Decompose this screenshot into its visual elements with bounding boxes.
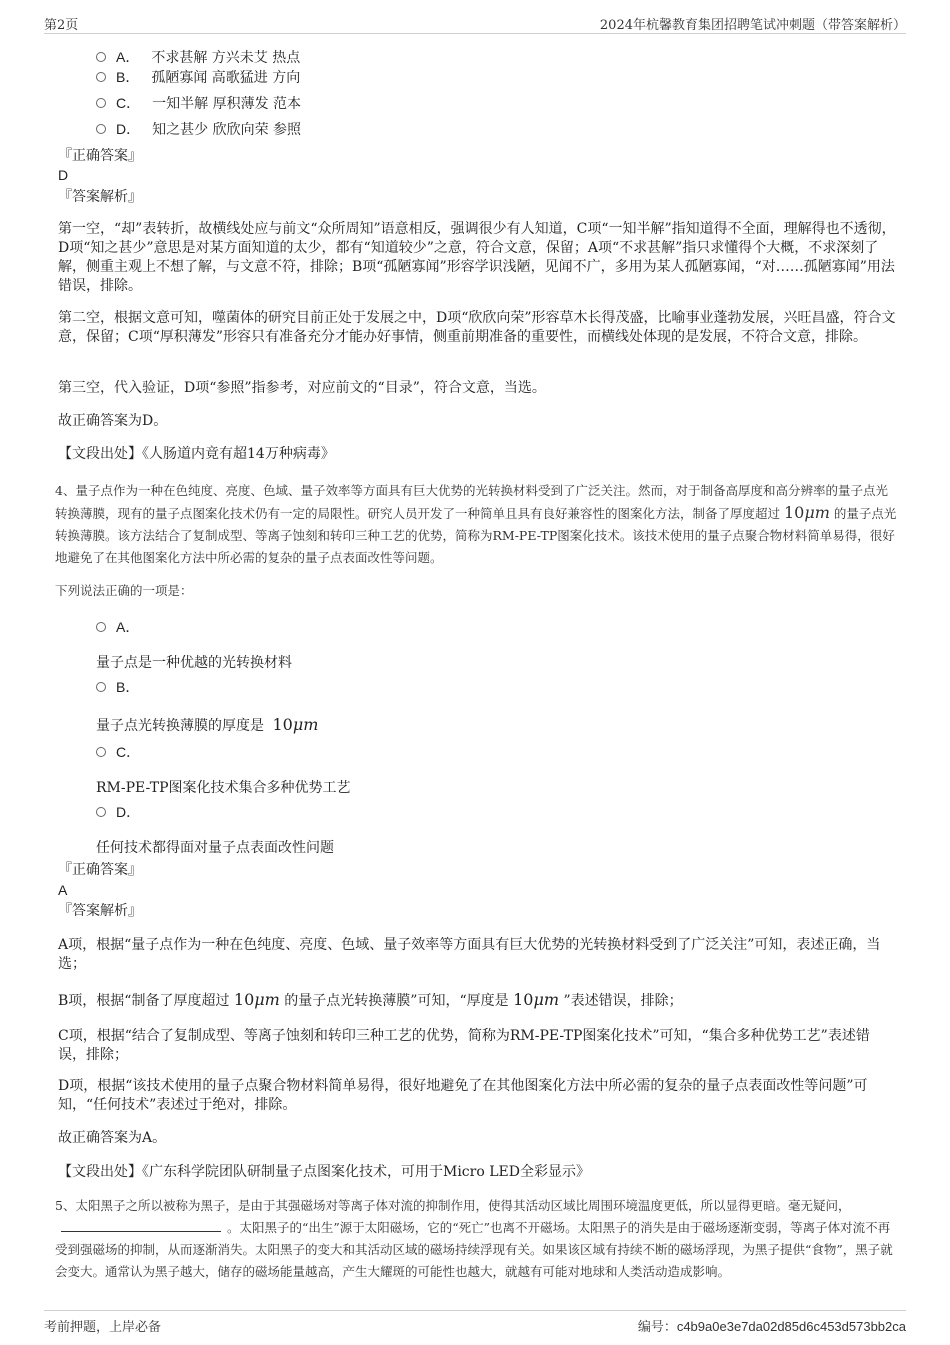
q4-analysis-a: A项，根据“量子点作为一种在色纯度、亮度、色域、量子效率等方面具有巨大优势的光转换材料受到了广泛关注”可知，表述正确，当选； [58, 937, 881, 972]
q4-option-b-text: 量子点光转换薄膜的厚度是 10μm [96, 715, 319, 734]
math-thickness: 10μm [784, 503, 830, 522]
radio-icon[interactable] [96, 98, 106, 108]
q3-analysis-heading: 『答案解析』 [58, 189, 142, 205]
radio-icon[interactable] [96, 807, 106, 817]
q4-option-d-text: 任何技术都得面对量子点表面改性问题 [96, 840, 334, 856]
q3-source: 【文段出处】《人肠道内竟有超14万种病毒》 [58, 446, 335, 462]
page-number: 第2页 [44, 18, 79, 33]
q4-answer-heading: 『正确答案』 [58, 862, 142, 878]
q3-option-a[interactable]: A． 不求甚解 方兴未艾 热点 [96, 48, 300, 67]
q4-analysis-c: C项，根据“结合了复制成型、等离子蚀刻和转印三种工艺的优势，简称为RM-PE-TP图案化技术”可知，“集合多种优势工艺”表述错误，排除； [58, 1028, 870, 1063]
q4-source: 【文段出处】《广东科学院团队研制量子点图案化技术，可用于Micro LED全彩显示》 [58, 1164, 590, 1180]
q4-answer: A [58, 882, 68, 898]
q4-analysis-heading: 『答案解析』 [58, 903, 142, 919]
document-code: 编号：c4b9a0e3e7da02d85d6c453d573bb2ca [637, 1319, 906, 1335]
q3-conclusion: 故正确答案为D。 [58, 413, 168, 429]
math-thickness: 10μm [513, 990, 560, 1009]
q3-option-b[interactable]: B． 孤陋寡闻 高歌猛进 方向 [96, 68, 300, 87]
q4-analysis-b: B项，根据“制备了厚度超过 10μm 的量子点光转换薄膜”可知，“厚度是 10μm ”表述错误，排除； [58, 990, 683, 1009]
q3-answer: D [58, 167, 69, 183]
math-thickness: 10μm [233, 990, 280, 1009]
document-title: 2024年杭馨教育集团招聘笔试冲刺题（带答案解析） [599, 18, 906, 33]
footer-slogan: 考前押题，上岸必备 [44, 1320, 162, 1335]
q3-analysis-para-1: 第一空，“却”表转折，故横线处应与前文“众所周知”语意相反，强调很少有人知道，C项“一知半解”指知道得不全面，理解得也不透彻，D项“知之甚少”意思是对某方面知道的太少，都有“知道较少”之意，符合文意，保留；A项“不求甚解”指只求懂得个大概，不求深刻了解，侧重主观上不想了解，与文意不符，排除；B项“孤陋寡闻”形容学识浅陋，见闻不广，多用为某人孤陋寡闻，“对……孤陋寡闻”用法错误，排除。 [58, 221, 896, 294]
q4-prompt: 下列说法正确的一项是： [55, 583, 193, 598]
q4-option-d[interactable]: D． [96, 803, 152, 822]
q4-stem: 4、量子点作为一种在色纯度、亮度、色域、量子效率等方面具有巨大优势的光转换材料受到了广泛关注。然而，对于制备高厚度和高分辨率的量子点光转换薄膜，现有的量子点图案化技术仍有一定的局限性。研究人员开发了一种简单且具有良好兼容性的图案化方法，制备了厚度超过 10μm 的量子点光转换薄膜。该方法结合了复制成型、等离子蚀刻和转印三种工艺的优势，简称为RM-PE-TP图案化技术。该技术使用的量子点聚合物材料简单易得，很好地避免了在其他图案化方法中所必需的复杂的量子点表面改性等问题。 [55, 483, 897, 565]
q4-conclusion: 故正确答案为A。 [58, 1130, 167, 1146]
q3-analysis-para-2: 第二空，根据文意可知，噬菌体的研究目前正处于发展之中，D项“欣欣向荣”形容草木长得茂盛，比喻事业蓬勃发展，兴旺昌盛，符合文意，保留；C项“厚积薄发”形容只有准备充分才能办好事情，侧重前期准备的重要性，而横线处体现的是发展，不符合文意，排除。 [58, 310, 896, 345]
radio-icon[interactable] [96, 622, 106, 632]
q3-answer-heading: 『正确答案』 [58, 148, 142, 164]
q3-option-d[interactable]: D． 知之甚少 欣欣向荣 参照 [96, 120, 301, 139]
footer-divider [44, 1310, 906, 1311]
header-divider [44, 33, 906, 34]
q5-stem: 5、太阳黑子之所以被称为黑子，是由于其强磁场对等离子体对流的抑制作用，使得其活动区域比周围环境温度更低，所以显得更暗。毫无疑问，。太阳黑子的“出生”源于太阳磁场，它的“死亡”也离不开磁场。太阳黑子的消失是由于磁场逐渐变弱，等离子体对流不再受到强磁场的抑制，从而逐渐消失。太阳黑子的变大和其活动区域的磁场持续浮现有关。如果该区域有持续不断的磁场浮现，为黑子提供“食物”，黑子就会变大。通常认为黑子越大，储存的磁场能量越高，产生大耀斑的可能性也越大，就越有可能对地球和人类活动造成影响。 [55, 1198, 893, 1279]
q4-option-b[interactable]: B． [96, 678, 151, 697]
math-thickness: 10μm [272, 715, 319, 734]
fill-in-blank[interactable] [61, 1219, 221, 1232]
q4-analysis-d: D项，根据“该技术使用的量子点聚合物材料简单易得，很好地避免了在其他图案化方法中所必需的复杂的量子点表面改性等问题”可知，“任何技术”表述过于绝对，排除。 [58, 1078, 868, 1113]
radio-icon[interactable] [96, 682, 106, 692]
q4-option-a-text: 量子点是一种优越的光转换材料 [96, 655, 292, 671]
q3-analysis-para-3: 第三空，代入验证，D项“参照”指参考，对应前文的“目录”，符合文意，当选。 [58, 380, 546, 396]
radio-icon[interactable] [96, 52, 106, 62]
q4-option-c-text: RM-PE-TP图案化技术集合多种优势工艺 [96, 780, 351, 796]
radio-icon[interactable] [96, 124, 106, 134]
q4-option-a[interactable]: A． [96, 618, 151, 637]
radio-icon[interactable] [96, 747, 106, 757]
q4-option-c[interactable]: C． [96, 743, 152, 762]
q3-option-c[interactable]: C． 一知半解 厚积薄发 范本 [96, 94, 301, 113]
radio-icon[interactable] [96, 72, 106, 82]
